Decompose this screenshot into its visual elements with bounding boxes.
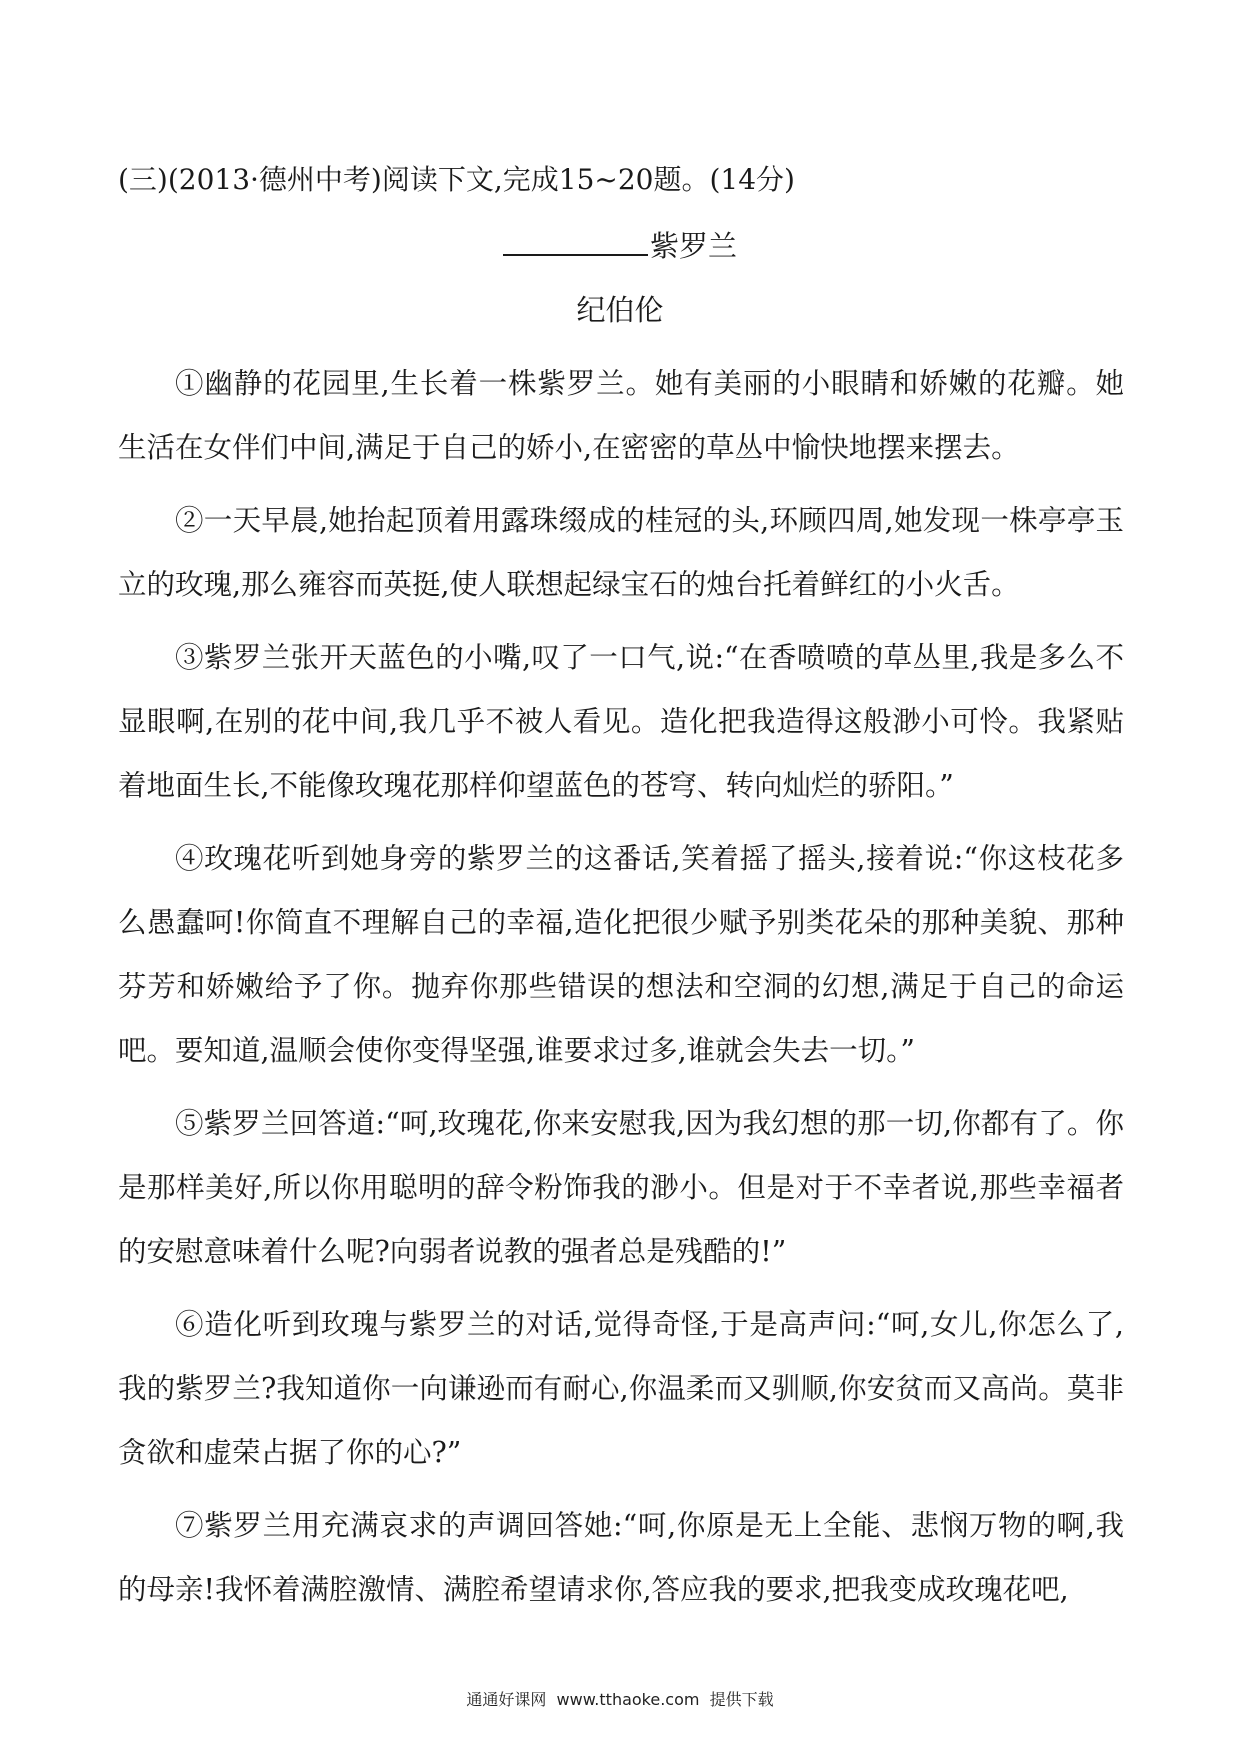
article-body <box>118 352 1124 1631</box>
paragraph-1: ①幽静的花园里,生长着一株紫罗兰。她有美丽的小眼睛和娇嫩的花瓣。她生活在女伴们中间,满足于自己的娇小,在密密的草丛中愉快地摆来摆去。 <box>118 367 1124 464</box>
title-blank-line <box>503 228 648 256</box>
paragraph-4: ④玫瑰花听到她身旁的紫罗兰的这番话,笑着摇了摇头,接着说:“你这枝花多么愚蠢呵!你简直不理解自己的幸福,造化把很少赋予别类花朵的那种美貌、那种芬芳和娇嫩给予了你。抛弃你那些错误的想法和空洞的幻想,满足于自己的命运吧。要知道,温顺会使你变得坚强,谁要求过多,谁就会失去一切。” <box>118 842 1124 1067</box>
paragraph-2: ②一天早晨,她抬起顶着用露珠缀成的桂冠的头,环顾四周,她发现一株亭亭玉立的玫瑰,那么雍容而英挺,使人联想起绿宝石的烛台托着鲜红的小火舌。 <box>118 504 1124 601</box>
article-title: 紫罗兰 <box>649 229 737 263</box>
article-title-row <box>0 226 1240 266</box>
page-footer: 通通好课网 www.tthaoke.com 提供下载 <box>466 1690 774 1709</box>
paragraph-6: ⑥造化听到玫瑰与紫罗兰的对话,觉得奇怪,于是高声问:“呵,女儿,你怎么了,我的紫罗兰?我知道你一向谦逊而有耐心,你温柔而又驯顺,你安贫而又高尚。莫非贪欲和虚荣占据了你的心?” <box>118 1308 1124 1469</box>
paragraph-7: ⑦紫罗兰用充满哀求的声调回答她:“呵,你原是无上全能、悲悯万物的啊,我的母亲!我怀着满腔激情、满腔希望请求你,答应我的要求,把我变成玫瑰花吧, <box>118 1509 1124 1606</box>
paragraph-5: ⑤紫罗兰回答道:“呵,玫瑰花,你来安慰我,因为我幻想的那一切,你都有了。你是那样美好,所以你用聪明的辞令粉饰我的渺小。但是对于不幸者说,那些幸福者的安慰意味着什么呢?向弱者说教的强者总是残酷的!” <box>118 1107 1124 1268</box>
paragraph-3: ③紫罗兰张开天蓝色的小嘴,叹了一口气,说:“在香喷喷的草丛里,我是多么不显眼啊,在别的花中间,我几乎不被人看见。造化把我造得这般渺小可怜。我紧贴着地面生长,不能像玫瑰花那样仰望蓝色的苍穹、转向灿烂的骄阳。” <box>118 641 1124 802</box>
question-heading: (三)(2013·德州中考)阅读下文,完成15~20题。(14分) <box>118 163 795 196</box>
article-author: 纪伯伦 <box>576 293 664 327</box>
